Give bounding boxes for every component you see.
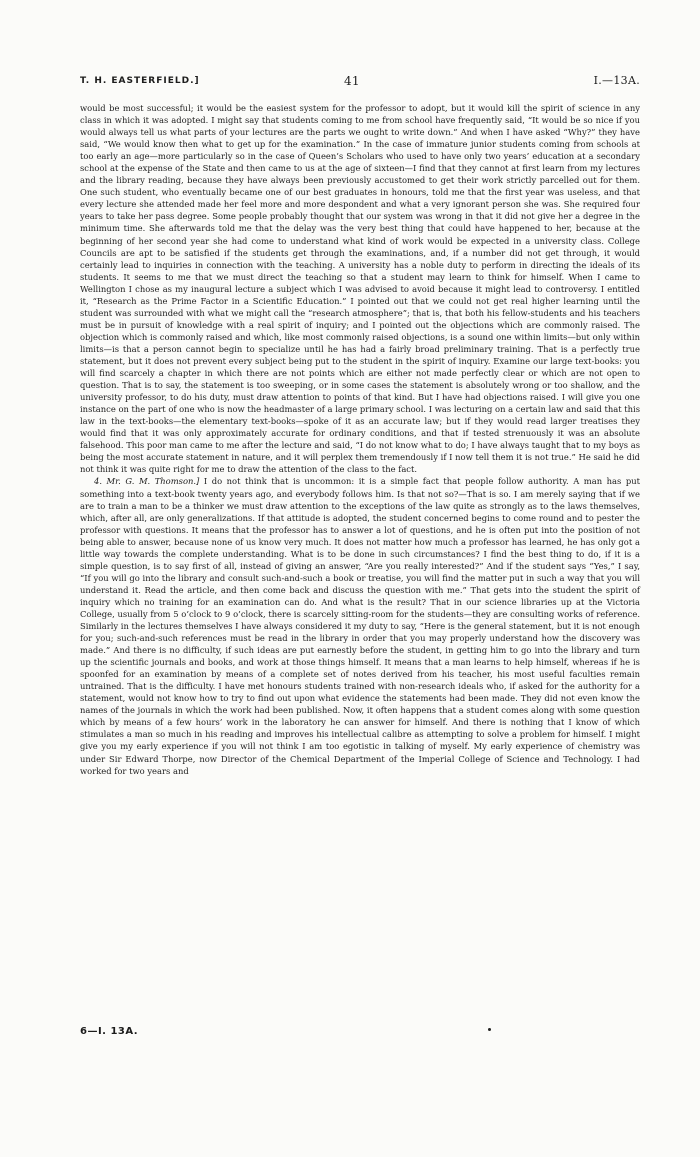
paragraph-2-label: 4. Mr. G. M. Thomson.] [94,476,200,487]
speck-mark [488,1028,491,1031]
paragraph-1-text: would be most successful; it would be the easiest system for the professor to adopt, but it would kill the spirit of science in any class in which it was adopted. I might say that students coming to me from school have frequently said, “It would be so nice if you would always tell us what parts of your lectures are the parts we ought to write down.” And when I have asked “Why?” they have said, “We would know then what to get up for the examination.” In the case of immature junior students coming from schools at too early an age—more particularly so in the case of Queen’s Scholars who used to have only two years’ education at a secondary school at the expense of the State and then came to us at the age of sixteen—I find that they cannot at first learn from my lectures and the library reading, because they have always been previously accustomed to get their work strictly parcelled out for them. One such student, who eventually became one of our best graduates in honours, told me that the first year was useless, and that every lecture she attended made her feel more and more despondent and what a very ignorant person she was. She required four years to take her pass degree. Some people probably thought that our system was wrong in that it did not give her a degree in the minimum time. She afterwards told me that the delay was the very best thing that could have happened to her, because at the beginning of her second year she had come to understand what kind of work would be expected in a university class. College Councils are apt to be satisfied if the students get through the examinations, and, if a number did not get through, it would certainly lead to inquiries in connection with the teaching. A university has a noble duty to perform in directing the ideals of its students. It seems to me that we must direct the teaching so that a student may learn to think for himself. When I came to Wellington I chose as my inaugural lecture a subject which I was advised to avoid because it might lead to controversy. I entitled it, “Research as the Prime Factor in a Scientific Education.” I pointed out that we could not get real higher learning until the student was surrounded with what we might call the “research atmosphere”; that is, that both his fellow-students and his teachers must be in pursuit of knowledge with a real spirit of inquiry; and I pointed out the objections which are commonly raised. The objection which is commonly raised and which, like most commonly raised objections, is a sound one within limits—but only within limits—is that a person cannot begin to specialize until he has had a fairly broad preliminary training. That is a perfectly true statement, but it does not prevent every subject being put to the student in the spirit of inquiry. Examine our large text-books: you will find scarcely a chapter in which there are not points which are either not made perfectly clear or which are not open to question. That is to say, the statement is too sweeping, or in some cases the statement is absolutely wrong or too shallow, and the university professor, to do his duty, must draw attention to points of that kind. But I have had objections raised. I will give you one instance on the part of one who is now the headmaster of a large primary school. I was lecturing on a certain law and said that this law in the text-books—the elementary text-books—spoke of it as an accurate law; but if they would read larger treatises they would find that it was only approximately accurate for ordinary conditions, and that if tested strenuously it was an absolute falsehood. This poor man came to me after the lecture and said, “I do not know what to do; I have always taught that to my boys as being the most accurate statement in nature, and it will perplex them tremendously if I now tell them it is not true.” He said he did not think it was quite right for me to draw the attention of the class to the fact. [80,103,640,475]
body-text [80,102,640,777]
header-reference: I.—13A. [593,74,640,87]
paragraph-1 [80,102,640,475]
paragraph-2 [80,475,640,776]
page-number: 41 [344,74,360,88]
page-header [80,74,640,92]
footer-signature: 6—I. 13A. [80,1026,139,1037]
header-author: T. H. EASTERFIELD.] [80,76,200,86]
paragraph-2-text: I do not think that is uncommon: it is a simple fact that people follow authority. A man has put something into a text-book twenty years ago, and everybody follows him. Is that not so?—That is so. I am merely saying that if we are to train a man to be a thinker we must draw attention to the exceptions of the law quite as strongly as to the laws themselves, which, after all, are only generalizations. If that attitude is adopted, the student concerned begins to come round and to pester the professor with questions. It means that the professor has to answer a lot of questions, and he is often put into the position of not being able to answer, because none of us know very much. It does not matter how much a professor has learned, he has only got a little way towards the complete understanding. What is to be done in such circumstances? I find the best thing to do, if it is a simple question, is to say first of all, instead of giving an answer, “Are you really interested?” And if the student says “Yes,” I say, “If you will go into the library and consult such-and-such a book or treatise, you will find the matter put in such a way that you will understand it. Read the article, and then come back and discuss the question with me.” That gets into the student the spirit of inquiry which no training for an examination can do. And what is the result? That in our science libraries up at the Victoria College, usually from 5 o’clock to 9 o’clock, there is scarcely sitting-room for the students—they are consulting works of reference. Similarly in the lectures themselves I have always considered it my duty to say, “Here is the general statement, but it is not enough for you; such-and-such references must be read in the library in order that you may properly understand how the discovery was made.” And there is no difficulty, if such ideas are put earnestly before the student, in getting him to go into the library and turn up the scientific journals and books, and work at those things himself. It means that a man learns to help himself, whereas if he is spoonfed for an examination by means of a complete set of notes derived from his teacher, his most useful faculties remain untrained. That is the difficulty. I have met honours students trained with non-research ideals who, if asked for the authority for a statement, would not know how to try to find out upon what evidence the statements had been made. They did not even know the names of the journals in which the work had been published. Now, it often happens that a student comes along with some question which by means of a few hours’ work in the laboratory he can answer for himself. And there is nothing that I know of which stimulates a man so much in his reading and improves his intellectual calibre as attempting to solve a problem for himself. I might give you my early experience if you will not think I am too egotistic in talking of myself. My early experience of chemistry was under Sir Edward Thorpe, now Director of the Chemical Department of the Imperial College of Science and Technology. I had worked for two years and [80,476,640,776]
